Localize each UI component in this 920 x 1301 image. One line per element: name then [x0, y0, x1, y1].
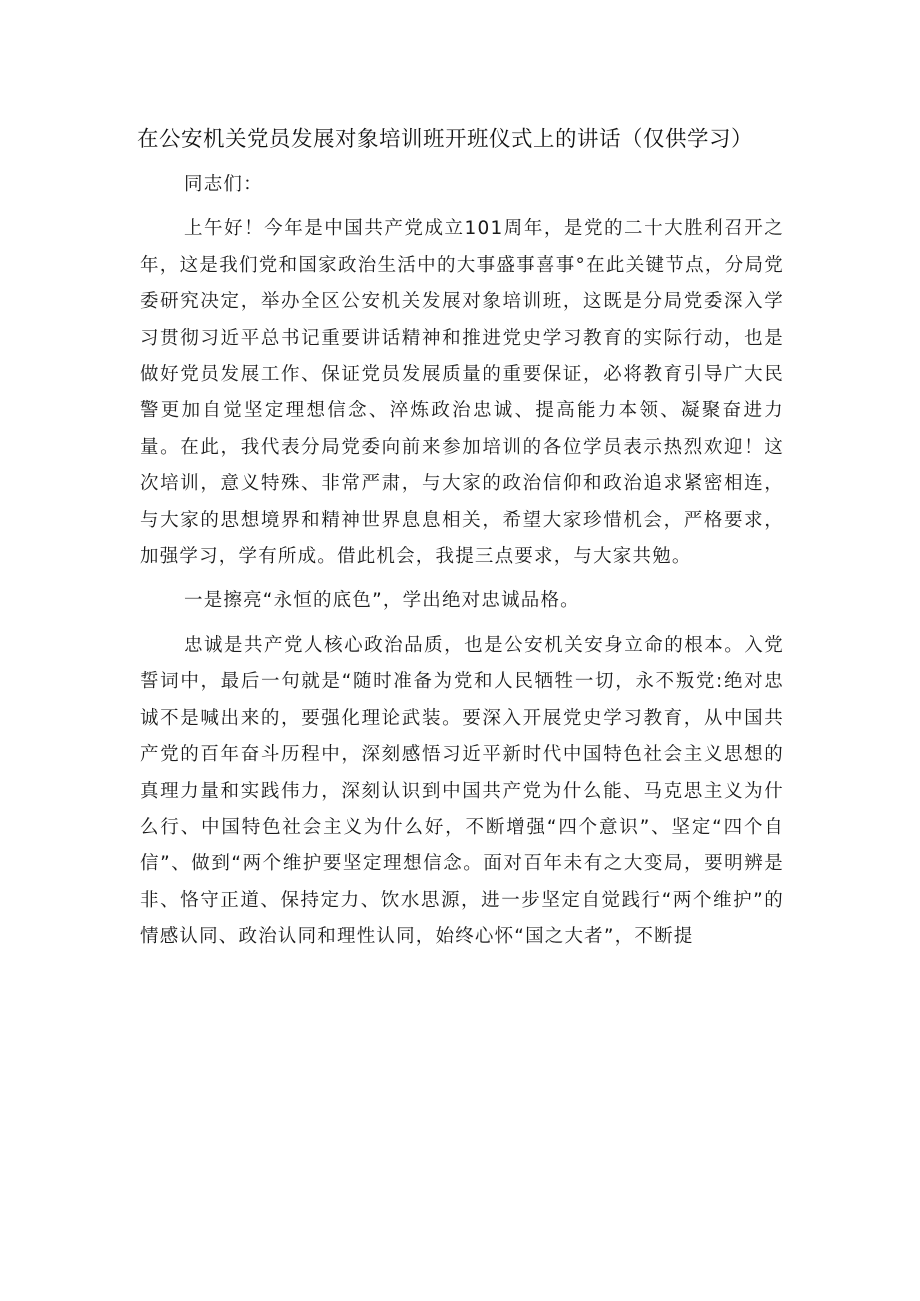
paragraph-loyalty: 忠诚是共产党人核心政治品质，也是公安机关安身立命的根本。入党誓词中，最后一句就是“随时准备为党和人民牺牲一切，永不叛党:绝对忠诚不是喊出来的，要强化理论武装。要深入开展党史学习教育，从中国共产党的百年奋斗历程中，深刻感悟习近平新时代中国特色社会主义思想的真理力量和实践伟力，深刻认识到中国共产党为什么能、马克思主义为什么行、中国特色社会主义为什么好，不断增强“四个意识”、坚定“四个自信”、做到“两个维护要坚定理想信念。面对百年未有之大变局，要明辨是非、恪守正道、保持定力、饮水思源，进一步坚定自觉践行“两个维护”的情感认同、政治认同和理性认同，始终心怀“国之大者”，不断提 — [140, 634, 784, 948]
document-title: 在公安机关党员发展对象培训班开班仪式上的讲话（仅供学习） — [137, 127, 754, 152]
paragraph-heading-first-point: 一是擦亮“永恒的底色”，学出绝对忠诚品格。 — [184, 590, 580, 612]
paragraph-opening: 上午好！今年是中国共产党成立101周年，是党的二十大胜利召开之年，这是我们党和国家政治生活中的大事盛事喜事°在此关键节点，分局党委研究决定，举办全区公安机关发展对象培训班，这既是分局党委深入学习贯彻习近平总书记重要讲话精神和推进党史学习教育的实际行动，也是做好党员发展工作、保证党员发展质量的重要保证，必将教育引导广大民警更加自觉坚定理想信念、淬炼政治忠诚、提高能力本领、凝聚奋进力量。在此，我代表分局党委向前来参加培训的各位学员表示热烈欢迎！这次培训，意义特殊、非常严肃，与大家的政治信仰和政治追求紧密相连，与大家的思想境界和精神世界息息相关，希望大家珍惜机会，严格要求，加强学习，学有所成。借此机会，我提三点要求，与大家共勉。 — [140, 218, 784, 568]
salutation: 同志们： — [184, 174, 263, 195]
document-body — [140, 167, 784, 956]
